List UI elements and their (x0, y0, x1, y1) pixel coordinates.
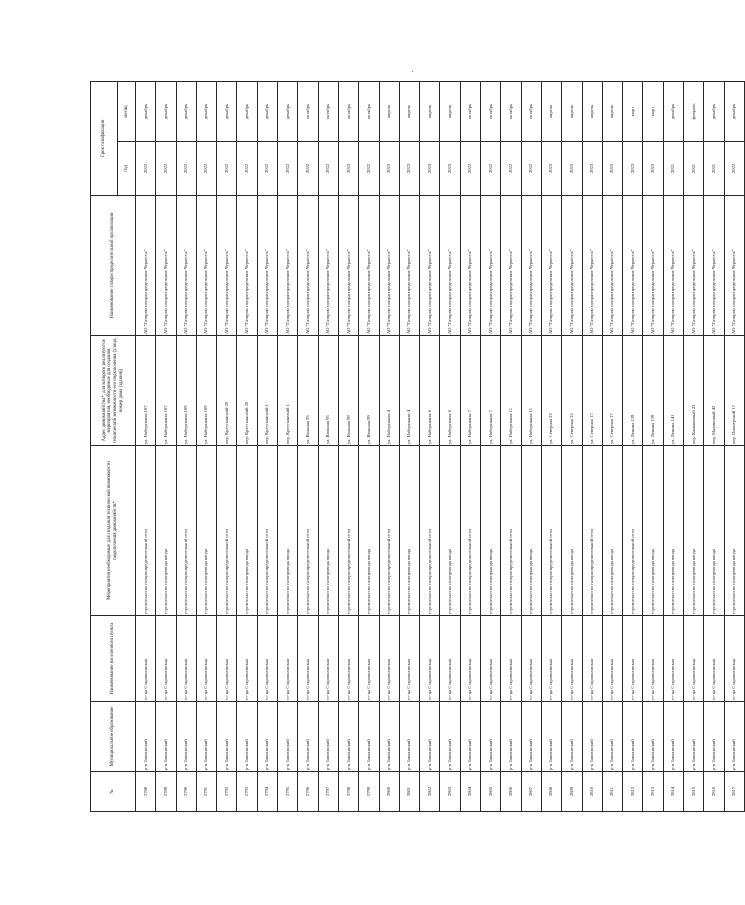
cell-org: АО "Газпром газораспределение Черкесск" (582, 196, 602, 336)
table-row (582, 81, 602, 811)
cell-org: АО "Газпром газораспределение Черкесск" (643, 196, 663, 336)
cell-municipality: р-н Заволжский (481, 702, 501, 772)
cell-measure: строительство газораспределительной сети (541, 446, 561, 616)
cell-municipality: р-н Заволжский (196, 702, 216, 772)
cell-address: ул. Набережная 4 (399, 336, 419, 446)
cell-month: апрель (440, 81, 460, 141)
cell-address: ул. Набережная 4 (379, 336, 399, 446)
cell-org: АО "Газпром газораспределение Черкесск" (501, 196, 521, 336)
cell-year: 2023 (440, 142, 460, 196)
cell-month: декабрь (156, 81, 176, 141)
table-row (724, 81, 744, 811)
cell-settlement: ст-ца Староволжская (501, 616, 521, 702)
cell-address: ул. Набережная 109 (176, 336, 196, 446)
cell-measure: строительство газопровода ввода (481, 446, 501, 616)
cell-year: 2023 (399, 142, 419, 196)
cell-address: ул. Набережная 109 (196, 336, 216, 446)
cell-settlement: ст-ца Староволжская (399, 616, 419, 702)
cell-address: ул. Набережная 11 (501, 336, 521, 446)
cell-municipality: р-н Заволжский (379, 702, 399, 772)
cell-measure: строительство газопровода ввода (278, 446, 298, 616)
cell-municipality: р-н Заволжский (684, 702, 704, 772)
cell-address: ул. Северная 17 (582, 336, 602, 446)
header-municipality: Муниципальное образование (91, 702, 136, 772)
cell-municipality: р-н Заволжский (298, 702, 318, 772)
cell-municipality: р-н Заволжский (541, 702, 561, 772)
cell-measure: строительство газораспределительной сети (501, 446, 521, 616)
cell-settlement: ст-ца Староволжская (724, 616, 744, 702)
cell-settlement: ст-ца Староволжская (156, 616, 176, 702)
header-num: № (91, 772, 136, 812)
cell-settlement: ст-ца Староволжская (440, 616, 460, 702)
cell-month: апрель (562, 81, 582, 141)
cell-settlement: ст-ца Староволжская (460, 616, 480, 702)
cell-address: ул. Набережная 11 (521, 336, 541, 446)
cell-measure: строительство газораспределительной сети (217, 446, 237, 616)
cell-address: ул. Ленина 139 (623, 336, 643, 446)
cell-num: 2789 (156, 772, 176, 812)
table-row (663, 81, 683, 811)
cell-num: 2798 (338, 772, 358, 812)
cell-municipality: р-н Заволжский (237, 702, 257, 772)
cell-org: АО "Газпром газораспределение Черкесск" (562, 196, 582, 336)
cell-measure: строительство газораспределительной сети (298, 446, 318, 616)
cell-settlement: ст-ца Староволжская (136, 616, 156, 702)
cell-municipality: р-н Заволжский (460, 702, 480, 772)
cell-year: 2023 (602, 142, 622, 196)
cell-address: ул. Вольная 95 (318, 336, 338, 446)
cell-org: АО "Газпром газораспределение Черкесск" (379, 196, 399, 336)
cell-num: 2816 (704, 772, 724, 812)
table-row (501, 81, 521, 811)
table-row (136, 81, 156, 811)
table-row (298, 81, 318, 811)
cell-org: АО "Газпром газораспределение Черкесск" (521, 196, 541, 336)
cell-org: АО "Газпром газораспределение Черкесск" (440, 196, 460, 336)
cell-address: ул. Набережная 107 (156, 336, 176, 446)
cell-num: 2814 (663, 772, 683, 812)
cell-settlement: ст-ца Староволжская (176, 616, 196, 702)
cell-measure: строительство газопровода ввода (156, 446, 176, 616)
cell-month: декабрь (237, 81, 257, 141)
cell-year: 2022 (724, 142, 744, 196)
cell-num: 2817 (724, 772, 744, 812)
cell-month: декабрь (278, 81, 298, 141)
cell-org: АО "Газпром газораспределение Черкесск" (359, 196, 379, 336)
table-row (541, 81, 561, 811)
cell-settlement: ст-ца Староволжская (338, 616, 358, 702)
cell-settlement: ст-ца Староволжская (582, 616, 602, 702)
cell-org: АО "Газпром газораспределение Черкесск" (136, 196, 156, 336)
cell-year: 2022 (217, 142, 237, 196)
cell-municipality: р-н Заволжский (420, 702, 440, 772)
cell-num: 2806 (501, 772, 521, 812)
cell-org: АО "Газпром газораспределение Черкесск" (257, 196, 277, 336)
table-row (196, 81, 216, 811)
table-row (602, 81, 622, 811)
cell-year: 2022 (156, 142, 176, 196)
cell-org: АО "Газпром газораспределение Черкесск" (663, 196, 683, 336)
table-row (338, 81, 358, 811)
cell-measure: строительство газопровода ввода (318, 446, 338, 616)
cell-measure: строительство газопровода ввода (237, 446, 257, 616)
cell-address: ул. Набережная 6 (420, 336, 440, 446)
cell-measure: строительство газопровода ввода (440, 446, 460, 616)
cell-settlement: ст-ца Староволжская (257, 616, 277, 702)
header-deadline: Срок газификации (91, 81, 118, 195)
cell-address: ул. Набережная 107 (136, 336, 156, 446)
cell-num: 2810 (582, 772, 602, 812)
cell-org: АО "Газпром газораспределение Черкесск" (602, 196, 622, 336)
cell-month: декабрь (704, 81, 724, 141)
cell-address: ул. Северная 23 (541, 336, 561, 446)
cell-settlement: ст-ца Староволжская (684, 616, 704, 702)
cell-municipality: р-н Заволжский (602, 702, 622, 772)
cell-settlement: ст-ца Староволжская (541, 616, 561, 702)
cell-num: 2803 (440, 772, 460, 812)
cell-measure: строительство газораспределительной сети (176, 446, 196, 616)
cell-month: октябрь (501, 81, 521, 141)
cell-month: март (623, 81, 643, 141)
table-row (379, 81, 399, 811)
table-row (460, 81, 480, 811)
cell-settlement: ст-ца Староволжская (643, 616, 663, 702)
cell-measure: строительство газораспределительной сети (257, 446, 277, 616)
cell-year: 2023 (541, 142, 561, 196)
table-row (257, 81, 277, 811)
cell-org: АО "Газпром газораспределение Черкесск" (704, 196, 724, 336)
cell-municipality: р-н Заволжский (338, 702, 358, 772)
table-row (623, 81, 643, 811)
cell-org: АО "Газпром газораспределение Черкесск" (724, 196, 744, 336)
cell-org: АО "Газпром газораспределение Черкесск" (278, 196, 298, 336)
cell-settlement: ст-ца Староволжская (562, 616, 582, 702)
cell-municipality: р-н Заволжский (278, 702, 298, 772)
cell-org: АО "Газпром газораспределение Черкесск" (338, 196, 358, 336)
cell-year: 2022 (278, 142, 298, 196)
cell-num: 2800 (379, 772, 399, 812)
cell-year: 2023 (420, 142, 440, 196)
cell-municipality: р-н Заволжский (318, 702, 338, 772)
cell-num: 2809 (562, 772, 582, 812)
cell-settlement: ст-ца Староволжская (379, 616, 399, 702)
cell-num: 2807 (521, 772, 541, 812)
cell-measure: строительство газопровода ввода (562, 446, 582, 616)
cell-month: декабрь (196, 81, 216, 141)
cell-municipality: р-н Заволжский (724, 702, 744, 772)
cell-month: апрель (420, 81, 440, 141)
cell-measure: строительство газораспределительной сети (623, 446, 643, 616)
cell-month: март (643, 81, 663, 141)
cell-month: октябрь (359, 81, 379, 141)
table-row (440, 81, 460, 811)
cell-org: АО "Газпром газораспределение Черкесск" (684, 196, 704, 336)
header-address: Адрес домохозяйства*, для которого реализуются мероприятия, необходимые для создания технической возможности его подключения (улица, номер дома (здания)) (91, 336, 136, 446)
table-row (359, 81, 379, 811)
cell-municipality: р-н Заволжский (217, 702, 237, 772)
cell-measure: строительство газопровода ввода (663, 446, 683, 616)
table-row (399, 81, 419, 811)
cell-address: пер. Крестьянский 1 (257, 336, 277, 446)
cell-org: АО "Газпром газораспределение Черкесск" (318, 196, 338, 336)
cell-year: 2023 (582, 142, 602, 196)
cell-settlement: ст-ца Староволжская (217, 616, 237, 702)
cell-year: 2023 (379, 142, 399, 196)
cell-year: 2022 (298, 142, 318, 196)
cell-month: апрель (379, 81, 399, 141)
cell-address: пер. Камышовый 22 (684, 336, 704, 446)
cell-year: 2022 (196, 142, 216, 196)
cell-municipality: р-н Заволжский (643, 702, 663, 772)
cell-year: 2022 (237, 142, 257, 196)
table-row (704, 81, 724, 811)
cell-measure: строительство газораспределительной сети (460, 446, 480, 616)
cell-num: 2802 (420, 772, 440, 812)
cell-settlement: ст-ца Староволжская (196, 616, 216, 702)
cell-year: 2021 (663, 142, 683, 196)
table-header (91, 81, 136, 811)
table-row (318, 81, 338, 811)
cell-month: апрель (541, 81, 561, 141)
cell-org: АО "Газпром газораспределение Черкесск" (156, 196, 176, 336)
cell-settlement: ст-ца Староволжская (481, 616, 501, 702)
scan-speck (412, 71, 413, 72)
table-row (420, 81, 440, 811)
cell-num: 2788 (136, 772, 156, 812)
cell-measure: строительство газопровода ввода (724, 446, 744, 616)
cell-municipality: р-н Заволжский (582, 702, 602, 772)
cell-org: АО "Газпром газораспределение Черкесск" (623, 196, 643, 336)
cell-measure: строительство газопровода ввода (602, 446, 622, 616)
cell-measure: строительство газопровода ввода (684, 446, 704, 616)
cell-month: октябрь (318, 81, 338, 141)
cell-municipality: р-н Заволжский (562, 702, 582, 772)
cell-year: 2022 (501, 142, 521, 196)
cell-num: 2808 (541, 772, 561, 812)
cell-year: 2023 (623, 142, 643, 196)
cell-org: АО "Газпром газораспределение Черкесск" (420, 196, 440, 336)
cell-address: пер. Пионерский 17 (724, 336, 744, 446)
cell-month: декабрь (136, 81, 156, 141)
cell-address: ул. Вольная 95 (298, 336, 318, 446)
cell-num: 2801 (399, 772, 419, 812)
header-measures: Мероприятия необходимые для создания технической возможности подключения домохозяйств* (91, 446, 136, 616)
cell-year: 2022 (338, 142, 358, 196)
cell-address: ул. Северная 23 (562, 336, 582, 446)
cell-org: АО "Газпром газораспределение Черкесск" (298, 196, 318, 336)
cell-settlement: ст-ца Староволжская (237, 616, 257, 702)
header-year: год (118, 142, 136, 196)
cell-month: октябрь (521, 81, 541, 141)
cell-address: ул. Набережная 7 (481, 336, 501, 446)
cell-address: пер. Крестьянский 1 (278, 336, 298, 446)
cell-year: 2022 (481, 142, 501, 196)
gasification-table (90, 81, 745, 812)
cell-year: 2022 (136, 142, 156, 196)
cell-year: 2023 (562, 142, 582, 196)
cell-num: 2793 (237, 772, 257, 812)
cell-settlement: ст-ца Староволжская (704, 616, 724, 702)
cell-month: октябрь (481, 81, 501, 141)
cell-org: АО "Газпром газораспределение Черкесск" (176, 196, 196, 336)
cell-num: 2813 (643, 772, 663, 812)
cell-municipality: р-н Заволжский (521, 702, 541, 772)
cell-org: АО "Газпром газораспределение Черкесск" (460, 196, 480, 336)
cell-settlement: ст-ца Староволжская (278, 616, 298, 702)
cell-month: октябрь (298, 81, 318, 141)
cell-measure: строительство газопровода ввода (399, 446, 419, 616)
cell-month: декабрь (217, 81, 237, 141)
cell-municipality: р-н Заволжский (440, 702, 460, 772)
cell-address: ул. Набережная 7 (460, 336, 480, 446)
cell-measure: строительство газораспределительной сети (379, 446, 399, 616)
cell-address: ул. Вольная 99 (359, 336, 379, 446)
cell-settlement: ст-ца Староволжская (623, 616, 643, 702)
cell-measure: строительство газопровода ввода (196, 446, 216, 616)
header-month: месяц (118, 81, 136, 141)
cell-num: 2812 (623, 772, 643, 812)
cell-municipality: р-н Заволжский (399, 702, 419, 772)
cell-org: АО "Газпром газораспределение Черкесск" (541, 196, 561, 336)
cell-num: 2791 (196, 772, 216, 812)
cell-num: 2796 (298, 772, 318, 812)
table-row (684, 81, 704, 811)
cell-num: 2795 (278, 772, 298, 812)
cell-org: АО "Газпром газораспределение Черкесск" (237, 196, 257, 336)
cell-municipality: р-н Заволжский (156, 702, 176, 772)
cell-address: ул. Ленина 139 (643, 336, 663, 446)
cell-year: 2022 (521, 142, 541, 196)
cell-municipality: р-н Заволжский (257, 702, 277, 772)
cell-address: ул. Набережная 6 (440, 336, 460, 446)
cell-settlement: ст-ца Староволжская (602, 616, 622, 702)
table-row (156, 81, 176, 811)
cell-measure: строительство газопровода ввода (521, 446, 541, 616)
cell-municipality: р-н Заволжский (501, 702, 521, 772)
cell-year: 2023 (643, 142, 663, 196)
table-row (521, 81, 541, 811)
cell-year: 2022 (318, 142, 338, 196)
cell-num: 2804 (460, 772, 480, 812)
cell-year: 2022 (257, 142, 277, 196)
cell-measure: строительство газораспределительной сети (420, 446, 440, 616)
cell-settlement: ст-ца Староволжская (420, 616, 440, 702)
cell-num: 2799 (359, 772, 379, 812)
table-body (136, 81, 745, 811)
cell-measure: строительство газопровода ввода (643, 446, 663, 616)
cell-num: 2790 (176, 772, 196, 812)
cell-address: ул. Северная 17 (602, 336, 622, 446)
cell-settlement: ст-ца Староволжская (318, 616, 338, 702)
table-row (237, 81, 257, 811)
cell-month: апрель (399, 81, 419, 141)
cell-settlement: ст-ца Староволжская (663, 616, 683, 702)
cell-settlement: ст-ца Староволжская (298, 616, 318, 702)
cell-address: пер. Малиновый 42 (704, 336, 724, 446)
cell-num: 2805 (481, 772, 501, 812)
cell-num: 2794 (257, 772, 277, 812)
cell-org: АО "Газпром газораспределение Черкесск" (481, 196, 501, 336)
header-org: Наименование газораспределительной организации (91, 196, 136, 336)
rotated-table-container (90, 82, 737, 812)
cell-month: апрель (602, 81, 622, 141)
cell-org: АО "Газпром газораспределение Черкесск" (217, 196, 237, 336)
cell-measure: строительство газораспределительной сети (582, 446, 602, 616)
cell-year: 2022 (359, 142, 379, 196)
cell-year: 2022 (460, 142, 480, 196)
cell-num: 2811 (602, 772, 622, 812)
table-row (562, 81, 582, 811)
cell-municipality: р-н Заволжский (136, 702, 156, 772)
cell-measure: строительство газораспределительной сети (338, 446, 358, 616)
cell-municipality: р-н Заволжский (176, 702, 196, 772)
cell-month: декабрь (663, 81, 683, 141)
cell-address: пер. Крестьянский 20 (237, 336, 257, 446)
cell-year: 2021 (684, 142, 704, 196)
cell-org: АО "Газпром газораспределение Черкесск" (196, 196, 216, 336)
cell-org: АО "Газпром газораспределение Черкесск" (399, 196, 419, 336)
cell-month: декабрь (257, 81, 277, 141)
cell-num: 2815 (684, 772, 704, 812)
cell-settlement: ст-ца Староволжская (359, 616, 379, 702)
cell-address: ул. Ленина 141 (663, 336, 683, 446)
cell-month: февраль (684, 81, 704, 141)
table-row (278, 81, 298, 811)
cell-month: октябрь (338, 81, 358, 141)
cell-municipality: р-н Заволжский (663, 702, 683, 772)
table-row (217, 81, 237, 811)
cell-measure: строительство газопровода ввода (359, 446, 379, 616)
cell-settlement: ст-ца Староволжская (521, 616, 541, 702)
cell-num: 2797 (318, 772, 338, 812)
header-settlement: Наименование населенного пункта (91, 616, 136, 702)
cell-month: апрель (582, 81, 602, 141)
cell-address: ул. Вольная 99 (338, 336, 358, 446)
cell-month: октябрь (460, 81, 480, 141)
cell-year: 2021 (704, 142, 724, 196)
cell-month: декабрь (724, 81, 744, 141)
cell-municipality: р-н Заволжский (623, 702, 643, 772)
cell-month: декабрь (176, 81, 196, 141)
cell-measure: строительство газопровода ввода (704, 446, 724, 616)
table-row (481, 81, 501, 811)
table-row (176, 81, 196, 811)
cell-municipality: р-н Заволжский (704, 702, 724, 772)
cell-address: пер. Крестьянский 20 (217, 336, 237, 446)
cell-measure: строительство газораспределительной сети (136, 446, 156, 616)
cell-year: 2022 (176, 142, 196, 196)
cell-num: 2792 (217, 772, 237, 812)
table-row (643, 81, 663, 811)
cell-municipality: р-н Заволжский (359, 702, 379, 772)
